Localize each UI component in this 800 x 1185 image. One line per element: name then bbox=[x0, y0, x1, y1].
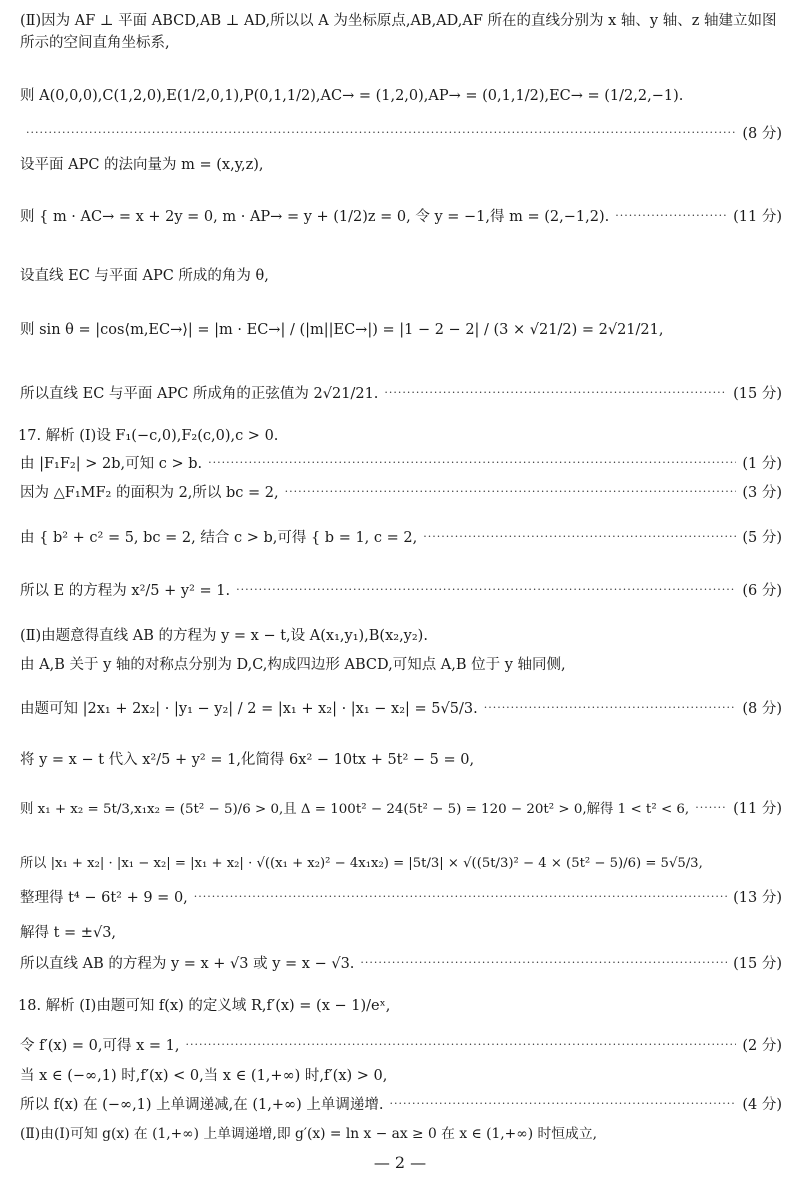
dot-leader bbox=[360, 957, 727, 968]
text-line: (Ⅱ)因为 AF ⊥ 平面 ABCD,AB ⊥ AD,所以以 A 为坐标原点,AB,AD,AF 所在的直线分别为 x 轴、y 轴、z 轴建立如图所示的空间直角坐标系, bbox=[20, 13, 777, 51]
line-text: 解得 t = ±√3, bbox=[20, 925, 117, 941]
line-text: 设平面 APC 的法向量为 m = (x,y,z), bbox=[20, 157, 264, 173]
score-label: (15 分) bbox=[733, 386, 782, 402]
text-line bbox=[20, 1064, 782, 1085]
text-line bbox=[20, 382, 782, 403]
line-text: 将 y = x − t 代入 x²/5 + y² = 1,化简得 6x² − 10tx + 5t² − 5 = 0, bbox=[20, 752, 475, 768]
dot-leader bbox=[389, 1098, 736, 1109]
line-text: 由 |F₁F₂| > 2b,可知 c > b. bbox=[20, 456, 203, 472]
score-label: (8 分) bbox=[742, 701, 782, 717]
text-line bbox=[20, 952, 782, 973]
text-line bbox=[20, 921, 782, 942]
score-label: (3 分) bbox=[742, 485, 782, 501]
text-line bbox=[20, 84, 782, 105]
line-text: 令 f′(x) = 0,可得 x = 1, bbox=[20, 1038, 180, 1054]
dot-leader bbox=[285, 486, 737, 497]
text-line bbox=[20, 579, 782, 600]
question-heading bbox=[18, 994, 782, 1015]
line-text: 17. 解析 (Ⅰ)设 F₁(−c,0),F₂(c,0),c > 0. bbox=[18, 428, 279, 444]
dot-leader bbox=[484, 702, 737, 713]
dot-leader bbox=[26, 127, 736, 138]
dot-leader bbox=[615, 210, 727, 221]
line-text: 由题可知 |2x₁ + 2x₂| · |y₁ − y₂| / 2 = |x₁ + x₂| · |x₁ − x₂| = 5√5/3. bbox=[20, 701, 478, 717]
line-text: 所以 f(x) 在 (−∞,1) 上单调递减,在 (1,+∞) 上单调递增. bbox=[20, 1097, 384, 1113]
question-heading bbox=[18, 424, 782, 445]
line-text: (Ⅱ)由题意得直线 AB 的方程为 y = x − t,设 A(x₁,y₁),B(x₂,y₂). bbox=[20, 628, 428, 644]
score-label: (4 分) bbox=[742, 1097, 782, 1113]
score-label: (11 分) bbox=[733, 209, 782, 225]
score-label: (2 分) bbox=[742, 1038, 782, 1054]
text-line bbox=[20, 452, 782, 473]
text-line bbox=[20, 1122, 782, 1142]
score-label: (1 分) bbox=[742, 456, 782, 472]
line-text: 整理得 t⁴ − 6t² + 9 = 0, bbox=[20, 890, 188, 906]
line-text: (Ⅱ)由(Ⅰ)可知 g(x) 在 (1,+∞) 上单调递增,即 g′(x) = ln x − ax ≥ 0 在 x ∈ (1,+∞) 时恒成立, bbox=[20, 1126, 598, 1142]
dot-leader bbox=[384, 387, 727, 398]
page-number: — 2 — bbox=[373, 1153, 427, 1172]
text-line bbox=[20, 481, 782, 502]
text-line bbox=[20, 318, 782, 339]
score-line bbox=[20, 122, 782, 143]
text-line bbox=[20, 205, 782, 226]
text-line bbox=[20, 624, 782, 645]
text-line bbox=[20, 797, 782, 818]
dot-leader bbox=[236, 584, 736, 595]
line-text: 则 sin θ = |cos⟨m,EC→⟩| = |m · EC→| / (|m||EC→|) = |1 − 2 − 2| / (3 × √21/2) = 2√21/21, bbox=[20, 322, 664, 338]
dot-leader bbox=[185, 1039, 736, 1050]
line-text: 所以 |x₁ + x₂| · |x₁ − x₂| = |x₁ + x₂| · √((x₁ + x₂)² − 4x₁x₂) = |5t/3| × √((5t/3)² − 4 × (5t² − 5)/6) = 5√5/3, bbox=[20, 856, 703, 871]
score-label: (6 分) bbox=[742, 583, 782, 599]
text-line bbox=[20, 153, 782, 174]
dot-leader bbox=[194, 891, 727, 902]
line-text: 当 x ∈ (−∞,1) 时,f′(x) < 0,当 x ∈ (1,+∞) 时,f′(x) > 0, bbox=[20, 1068, 388, 1084]
text-line bbox=[20, 886, 782, 907]
line-text: 由 { b² + c² = 5, bc = 2, 结合 c > b,可得 { b = 1, c = 2, bbox=[20, 530, 418, 546]
score-label: (11 分) bbox=[733, 801, 782, 817]
score-label: (15 分) bbox=[733, 956, 782, 972]
line-text: 因为 △F₁MF₂ 的面积为 2,所以 bc = 2, bbox=[20, 485, 279, 501]
text-line bbox=[20, 748, 782, 769]
text-line bbox=[20, 1093, 782, 1114]
dot-leader bbox=[695, 802, 727, 813]
line-text: 所以 E 的方程为 x²/5 + y² = 1. bbox=[20, 583, 231, 599]
line-text: 则 x₁ + x₂ = 5t/3,x₁x₂ = (5t² − 5)/6 > 0,且 Δ = 100t² − 24(5t² − 5) = 120 − 20t² > 0,解得 1 < t² < 6, bbox=[20, 802, 690, 817]
score-label: (13 分) bbox=[733, 890, 782, 906]
text-line bbox=[20, 852, 782, 871]
line-text: 所以直线 EC 与平面 APC 所成角的正弦值为 2√21/21. bbox=[20, 386, 379, 402]
text-line bbox=[20, 1034, 782, 1055]
line-text: 18. 解析 (Ⅰ)由题可知 f(x) 的定义域 R,f′(x) = (x − 1)/eˣ, bbox=[18, 998, 391, 1014]
line-text: 由 A,B 关于 y 轴的对称点分别为 D,C,构成四边形 ABCD,可知点 A,B 位于 y 轴同侧, bbox=[20, 657, 566, 673]
line-text: 则 { m · AC→ = x + 2y = 0, m · AP→ = y + (1/2)z = 0, 令 y = −1,得 m = (2,−1,2). bbox=[20, 209, 610, 225]
text-line bbox=[20, 653, 782, 674]
score-label: (5 分) bbox=[742, 530, 782, 546]
line-text: 所以直线 AB 的方程为 y = x + √3 或 y = x − √3. bbox=[20, 956, 355, 972]
score-label: (8 分) bbox=[742, 126, 782, 142]
text-line bbox=[20, 264, 782, 285]
dot-leader bbox=[423, 531, 736, 542]
dot-leader bbox=[208, 457, 736, 468]
text-line bbox=[20, 697, 782, 718]
line-text: 设直线 EC 与平面 APC 所成的角为 θ, bbox=[20, 268, 269, 284]
line-text: 则 A(0,0,0),C(1,2,0),E(1/2,0,1),P(0,1,1/2),AC→ = (1,2,0),AP→ = (0,1,1/2),EC→ = (1/2,2,−1). bbox=[20, 88, 684, 104]
text-line bbox=[20, 526, 782, 547]
